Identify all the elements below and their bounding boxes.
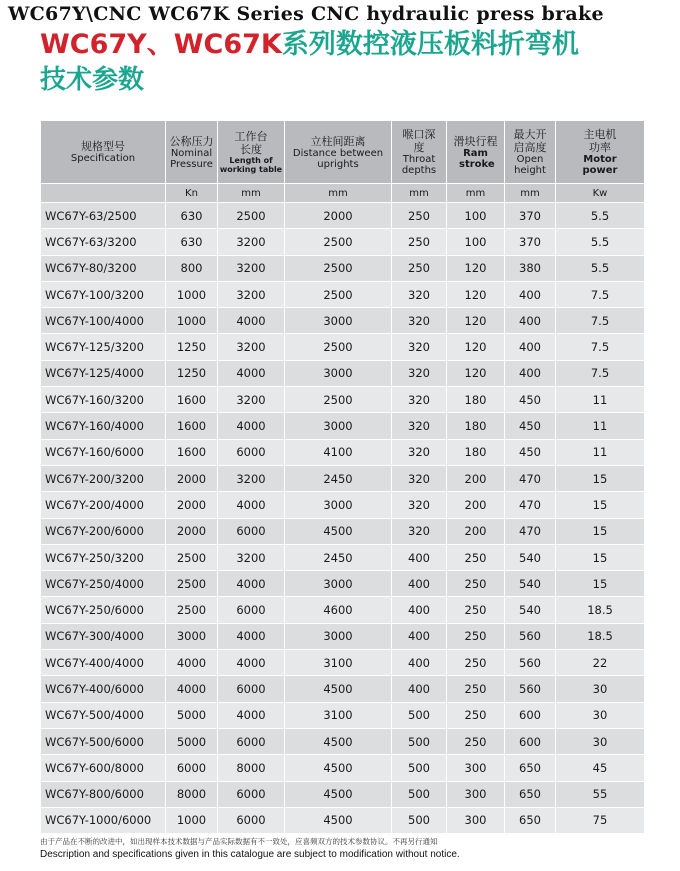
cell-open-height: 400 (505, 308, 556, 334)
cell-distance: 3100 (285, 702, 392, 728)
cell-motor-power: 18.5 (556, 597, 645, 623)
cell-open-height: 470 (505, 465, 556, 491)
cell-pressure: 1600 (166, 439, 218, 465)
cell-table-length: 4000 (218, 492, 285, 518)
cell-pressure: 1000 (166, 281, 218, 307)
cell-motor-power: 30 (556, 702, 645, 728)
cell-stroke: 250 (447, 544, 505, 570)
cell-throat: 320 (392, 439, 447, 465)
cell-distance: 3000 (285, 492, 392, 518)
cell-motor-power: 11 (556, 387, 645, 413)
cell-pressure: 3000 (166, 623, 218, 649)
cell-throat: 500 (392, 781, 447, 807)
cell-distance: 3000 (285, 360, 392, 386)
cell-distance: 4500 (285, 518, 392, 544)
cell-open-height: 560 (505, 650, 556, 676)
cell-throat: 400 (392, 676, 447, 702)
cell-open-height: 650 (505, 755, 556, 781)
cell-stroke: 250 (447, 676, 505, 702)
cell-motor-power: 30 (556, 728, 645, 754)
cell-motor-power: 15 (556, 571, 645, 597)
footnote-chinese: 由于产品在不断的改进中，如出现样本技术数据与产品实际数据有不一致处，应喜频双方的技术参数协议。不再另行通知 (40, 837, 438, 846)
header-distance-uprights: 立柱间距离 Distance between uprights (285, 121, 392, 184)
cell-open-height: 470 (505, 518, 556, 544)
cell-throat: 400 (392, 597, 447, 623)
cell-throat: 320 (392, 492, 447, 518)
cell-distance: 2000 (285, 203, 392, 229)
cell-open-height: 560 (505, 623, 556, 649)
title-chinese-model: WC67Y、WC67K (40, 29, 282, 60)
cell-throat: 400 (392, 623, 447, 649)
footnote-english: Description and specifications given in this catalogue are subject to modification without notice. (40, 849, 460, 860)
cell-model: WC67Y-250/6000 (41, 597, 166, 623)
cell-stroke: 120 (447, 308, 505, 334)
cell-open-height: 450 (505, 413, 556, 439)
table-row (41, 387, 645, 413)
cell-open-height: 370 (505, 229, 556, 255)
cell-throat: 500 (392, 728, 447, 754)
cell-pressure: 4000 (166, 676, 218, 702)
table-body (41, 203, 645, 834)
table-units-row (41, 184, 645, 203)
cell-distance: 2450 (285, 544, 392, 570)
cell-motor-power: 55 (556, 781, 645, 807)
cell-table-length: 8000 (218, 755, 285, 781)
cell-model: WC67Y-63/3200 (41, 229, 166, 255)
table-row (41, 755, 645, 781)
unit-nominal-pressure: Kn (166, 184, 218, 203)
cell-pressure: 1600 (166, 387, 218, 413)
cell-table-length: 6000 (218, 807, 285, 833)
cell-motor-power: 7.5 (556, 281, 645, 307)
cell-pressure: 1600 (166, 413, 218, 439)
cell-pressure: 630 (166, 203, 218, 229)
cell-model: WC67Y-400/6000 (41, 676, 166, 702)
cell-stroke: 200 (447, 518, 505, 544)
cell-table-length: 4000 (218, 623, 285, 649)
cell-motor-power: 15 (556, 544, 645, 570)
table-row (41, 597, 645, 623)
cell-model: WC67Y-100/4000 (41, 308, 166, 334)
cell-open-height: 650 (505, 807, 556, 833)
cell-model: WC67Y-160/6000 (41, 439, 166, 465)
cell-model: WC67Y-63/2500 (41, 203, 166, 229)
cell-stroke: 300 (447, 755, 505, 781)
table-row (41, 229, 645, 255)
cell-stroke: 250 (447, 650, 505, 676)
cell-pressure: 4000 (166, 650, 218, 676)
cell-table-length: 4000 (218, 702, 285, 728)
cell-open-height: 400 (505, 281, 556, 307)
cell-motor-power: 11 (556, 413, 645, 439)
unit-distance-uprights: mm (285, 184, 392, 203)
cell-model: WC67Y-125/4000 (41, 360, 166, 386)
cell-model: WC67Y-160/3200 (41, 387, 166, 413)
header-ram-stroke: 滑块行程 Ram stroke (447, 121, 505, 184)
cell-stroke: 120 (447, 281, 505, 307)
header-open-height: 最大开启高度 Open height (505, 121, 556, 184)
cell-pressure: 1250 (166, 334, 218, 360)
cell-motor-power: 7.5 (556, 334, 645, 360)
cell-stroke: 300 (447, 781, 505, 807)
cell-motor-power: 11 (556, 439, 645, 465)
cell-stroke: 180 (447, 439, 505, 465)
cell-throat: 320 (392, 360, 447, 386)
cell-pressure: 2500 (166, 571, 218, 597)
table-row (41, 781, 645, 807)
cell-open-height: 400 (505, 334, 556, 360)
cell-motor-power: 15 (556, 518, 645, 544)
cell-motor-power: 7.5 (556, 308, 645, 334)
cell-pressure: 2500 (166, 544, 218, 570)
cell-model: WC67Y-400/4000 (41, 650, 166, 676)
cell-motor-power: 5.5 (556, 255, 645, 281)
unit-table-length: mm (218, 184, 285, 203)
cell-open-height: 600 (505, 702, 556, 728)
cell-stroke: 200 (447, 492, 505, 518)
cell-table-length: 3200 (218, 387, 285, 413)
cell-open-height: 540 (505, 597, 556, 623)
cell-stroke: 100 (447, 203, 505, 229)
title-english: WC67Y\CNC WC67K Series CNC hydraulic press brake (8, 3, 604, 25)
cell-stroke: 120 (447, 255, 505, 281)
cell-motor-power: 7.5 (556, 360, 645, 386)
cell-distance: 4500 (285, 755, 392, 781)
cell-pressure: 1000 (166, 807, 218, 833)
cell-model: WC67Y-500/6000 (41, 728, 166, 754)
cell-distance: 4500 (285, 807, 392, 833)
cell-open-height: 540 (505, 544, 556, 570)
cell-throat: 400 (392, 544, 447, 570)
cell-pressure: 800 (166, 255, 218, 281)
cell-stroke: 250 (447, 702, 505, 728)
cell-pressure: 5000 (166, 728, 218, 754)
cell-model: WC67Y-800/6000 (41, 781, 166, 807)
cell-pressure: 2000 (166, 465, 218, 491)
cell-throat: 320 (392, 413, 447, 439)
cell-table-length: 3200 (218, 544, 285, 570)
cell-throat: 320 (392, 387, 447, 413)
cell-distance: 2500 (285, 281, 392, 307)
cell-distance: 3000 (285, 308, 392, 334)
cell-distance: 2500 (285, 387, 392, 413)
table-row (41, 676, 645, 702)
cell-model: WC67Y-160/4000 (41, 413, 166, 439)
table-row (41, 807, 645, 833)
cell-table-length: 6000 (218, 781, 285, 807)
header-specification: 规格型号 Specification (41, 121, 166, 184)
cell-table-length: 2500 (218, 203, 285, 229)
cell-distance: 2500 (285, 334, 392, 360)
cell-motor-power: 22 (556, 650, 645, 676)
cell-table-length: 6000 (218, 597, 285, 623)
cell-open-height: 600 (505, 728, 556, 754)
cell-table-length: 3200 (218, 229, 285, 255)
cell-distance: 2500 (285, 229, 392, 255)
cell-throat: 250 (392, 255, 447, 281)
cell-open-height: 380 (505, 255, 556, 281)
cell-table-length: 6000 (218, 728, 285, 754)
cell-distance: 3100 (285, 650, 392, 676)
cell-pressure: 630 (166, 229, 218, 255)
cell-stroke: 250 (447, 597, 505, 623)
cell-distance: 3000 (285, 623, 392, 649)
table-row (41, 623, 645, 649)
table-row (41, 518, 645, 544)
cell-model: WC67Y-250/4000 (41, 571, 166, 597)
cell-stroke: 250 (447, 728, 505, 754)
cell-pressure: 2500 (166, 597, 218, 623)
cell-throat: 500 (392, 755, 447, 781)
table-row (41, 544, 645, 570)
cell-throat: 250 (392, 203, 447, 229)
cell-distance: 3000 (285, 413, 392, 439)
cell-open-height: 650 (505, 781, 556, 807)
cell-table-length: 3200 (218, 281, 285, 307)
cell-distance: 2450 (285, 465, 392, 491)
cell-throat: 320 (392, 334, 447, 360)
cell-stroke: 250 (447, 623, 505, 649)
cell-motor-power: 5.5 (556, 203, 645, 229)
spec-table (40, 120, 645, 834)
cell-stroke: 300 (447, 807, 505, 833)
header-table-length: 工作台长度 Length of working table (218, 121, 285, 184)
cell-motor-power: 5.5 (556, 229, 645, 255)
cell-throat: 320 (392, 308, 447, 334)
cell-pressure: 1250 (166, 360, 218, 386)
cell-table-length: 3200 (218, 255, 285, 281)
cell-stroke: 250 (447, 571, 505, 597)
cell-model: WC67Y-200/6000 (41, 518, 166, 544)
table-row (41, 413, 645, 439)
cell-table-length: 3200 (218, 465, 285, 491)
table-row (41, 728, 645, 754)
cell-open-height: 400 (505, 360, 556, 386)
cell-table-length: 4000 (218, 571, 285, 597)
cell-pressure: 8000 (166, 781, 218, 807)
header-nominal-pressure: 公称压力 Nominal Pressure (166, 121, 218, 184)
cell-pressure: 1000 (166, 308, 218, 334)
title-chinese-subtitle: 技术参数 (40, 65, 145, 95)
cell-pressure: 5000 (166, 702, 218, 728)
cell-model: WC67Y-125/3200 (41, 334, 166, 360)
cell-stroke: 180 (447, 413, 505, 439)
table-row (41, 360, 645, 386)
unit-motor-power: Kw (556, 184, 645, 203)
cell-open-height: 560 (505, 676, 556, 702)
cell-stroke: 200 (447, 465, 505, 491)
cell-stroke: 120 (447, 334, 505, 360)
cell-distance: 4500 (285, 781, 392, 807)
table-row (41, 439, 645, 465)
cell-pressure: 6000 (166, 755, 218, 781)
cell-stroke: 100 (447, 229, 505, 255)
cell-pressure: 2000 (166, 518, 218, 544)
cell-model: WC67Y-500/4000 (41, 702, 166, 728)
unit-open-height: mm (505, 184, 556, 203)
cell-throat: 320 (392, 281, 447, 307)
cell-throat: 250 (392, 229, 447, 255)
cell-model: WC67Y-250/3200 (41, 544, 166, 570)
table-row (41, 492, 645, 518)
cell-motor-power: 30 (556, 676, 645, 702)
table-row (41, 465, 645, 491)
cell-model: WC67Y-600/8000 (41, 755, 166, 781)
cell-stroke: 180 (447, 387, 505, 413)
cell-distance: 3000 (285, 571, 392, 597)
table-row (41, 308, 645, 334)
cell-open-height: 540 (505, 571, 556, 597)
cell-motor-power: 15 (556, 465, 645, 491)
cell-throat: 400 (392, 571, 447, 597)
cell-motor-power: 15 (556, 492, 645, 518)
cell-open-height: 470 (505, 492, 556, 518)
cell-table-length: 3200 (218, 334, 285, 360)
unit-ram-stroke: mm (447, 184, 505, 203)
cell-distance: 4600 (285, 597, 392, 623)
cell-table-length: 6000 (218, 518, 285, 544)
unit-throat-depth: mm (392, 184, 447, 203)
cell-motor-power: 18.5 (556, 623, 645, 649)
title-chinese-series: 系列数控液压板料折弯机 (281, 29, 579, 60)
cell-table-length: 4000 (218, 413, 285, 439)
cell-table-length: 4000 (218, 308, 285, 334)
cell-open-height: 370 (505, 203, 556, 229)
table-row (41, 334, 645, 360)
table-row (41, 571, 645, 597)
cell-throat: 320 (392, 518, 447, 544)
table-row (41, 255, 645, 281)
header-motor-power: 主电机功率 Motor power (556, 121, 645, 184)
cell-throat: 500 (392, 807, 447, 833)
unit-specification (41, 184, 166, 203)
cell-model: WC67Y-300/4000 (41, 623, 166, 649)
cell-table-length: 4000 (218, 360, 285, 386)
cell-pressure: 2000 (166, 492, 218, 518)
table-row (41, 203, 645, 229)
cell-model: WC67Y-1000/6000 (41, 807, 166, 833)
cell-motor-power: 45 (556, 755, 645, 781)
table-header-row (41, 121, 645, 184)
cell-model: WC67Y-80/3200 (41, 255, 166, 281)
cell-table-length: 4000 (218, 650, 285, 676)
table-row (41, 281, 645, 307)
cell-distance: 2500 (285, 255, 392, 281)
table-row (41, 702, 645, 728)
title-chinese (40, 28, 579, 62)
cell-distance: 4500 (285, 728, 392, 754)
cell-throat: 320 (392, 465, 447, 491)
cell-distance: 4100 (285, 439, 392, 465)
table-row (41, 650, 645, 676)
cell-open-height: 450 (505, 387, 556, 413)
cell-stroke: 120 (447, 360, 505, 386)
cell-motor-power: 75 (556, 807, 645, 833)
cell-table-length: 6000 (218, 676, 285, 702)
cell-throat: 400 (392, 650, 447, 676)
cell-model: WC67Y-100/3200 (41, 281, 166, 307)
cell-throat: 500 (392, 702, 447, 728)
cell-table-length: 6000 (218, 439, 285, 465)
cell-model: WC67Y-200/3200 (41, 465, 166, 491)
header-throat-depth: 喉口深度 Throat depths (392, 121, 447, 184)
cell-model: WC67Y-200/4000 (41, 492, 166, 518)
cell-distance: 4500 (285, 676, 392, 702)
cell-open-height: 450 (505, 439, 556, 465)
